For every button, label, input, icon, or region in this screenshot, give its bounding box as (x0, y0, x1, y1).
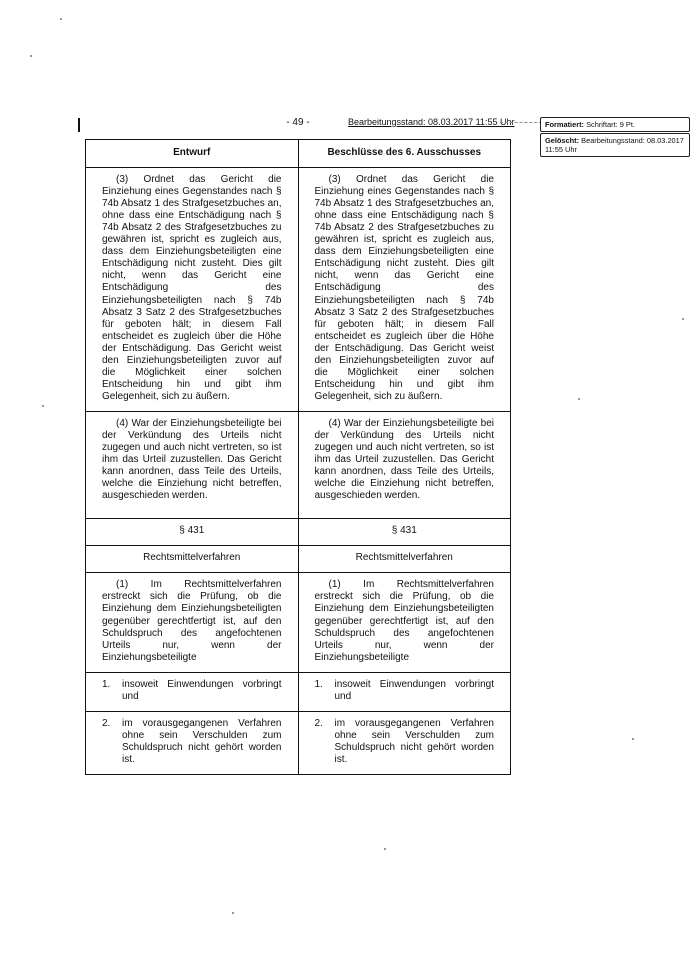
scan-speck (60, 18, 62, 20)
paragraph-1: (1) Im Rechtsmittelverfahren erstreckt sich die Prüfung, ob die Einziehung dem Einziehungsbeteiligten gegenüber gerechtfertigt ist, auf den Schuldspruch des angefochtenen Urteils nur, wenn der Einziehungsbeteiligte (102, 579, 282, 663)
section-number: § 431 (86, 519, 299, 546)
scan-speck (632, 738, 634, 740)
scan-speck (578, 398, 580, 400)
list-item-text: im vorausgegangenen Verfahren ohne sein Verschulden zum Schuldspruch nicht gehört worden ist. (334, 717, 494, 765)
list-item (102, 679, 282, 703)
status-text: Bearbeitungsstand: 08.03.2017 11:55 Uhr (348, 117, 515, 127)
table-row (86, 168, 511, 412)
list-item (315, 679, 495, 703)
table-row (86, 711, 511, 774)
list-item (315, 718, 495, 766)
list-item (102, 718, 282, 766)
page-number: - 49 - (286, 117, 310, 128)
paragraph-3: (3) Ordnet das Gericht die Einziehung eines Gegenstandes nach § 74b Absatz 1 des Strafgesetzbuches an, ohne dass eine Entschädigung nach § 74b Absatz 2 des Strafgesetzbuches zu gewähren ist, spricht es zugleich aus, dass dem Einziehungsbeteiligten eine Entschädigung nicht zusteht. Dies gilt nicht, wenn das Gericht eine Entschädigung des Einziehungsbeteiligten nach § 74b Absatz 3 Satz 2 des Strafgesetzbuches für geboten hält; in diesem Fall entscheidet es zugleich über die Höhe der Entschädigung. Das Gericht weist den Einziehungsbeteiligten zuvor auf die Möglichkeit einer solchen Entscheidung hin und gibt ihm Gelegenheit, sich zu äußern. (314, 174, 494, 402)
table-row (86, 546, 511, 573)
list-item-text: insoweit Einwendungen vorbringt und (334, 678, 494, 702)
paragraph-3: (3) Ordnet das Gericht die Einziehung eines Gegenstandes nach § 74b Absatz 1 des Strafgesetzbuches an, ohne dass eine Entschädigung nach § 74b Absatz 2 des Strafgesetzbuches zu gewähren ist, spricht es zugleich aus, dass dem Einziehungsbeteiligten eine Entschädigung nicht zusteht. Dies gilt nicht, wenn das Gericht eine Entschädigung des Einziehungsbeteiligten nach § 74b Absatz 3 Satz 2 des Strafgesetzbuches für geboten hält; in diesem Fall entscheidet es zugleich über die Höhe der Entschädigung. Das Gericht weist den Einziehungsbeteiligten zuvor auf die Möglichkeit einer solchen Entscheidung hin und gibt ihm Gelegenheit, sich zu äußern. (102, 174, 282, 402)
table-row (86, 411, 511, 518)
list-item-number: 1. (314, 678, 323, 690)
section-title: Rechtsmittelverfahren (298, 546, 511, 573)
scan-speck (384, 848, 386, 850)
list-item-text: im vorausgegangenen Verfahren ohne sein Verschulden zum Schuldspruch nicht gehört worden ist. (122, 717, 282, 765)
scan-speck (30, 55, 32, 57)
table-row (86, 672, 511, 711)
comment-label: Gelöscht: (545, 136, 580, 145)
table-header-row (86, 140, 511, 168)
table-row (86, 573, 511, 672)
table-row (86, 519, 511, 546)
list-item-number: 1. (102, 678, 111, 690)
comment-label: Formatiert: (545, 120, 585, 129)
list-item-number: 2. (314, 717, 323, 729)
section-number: § 431 (298, 519, 511, 546)
comment-text: Schriftart: 9 Pt. (586, 120, 635, 129)
column-header-beschluesse: Beschlüsse des 6. Ausschusses (298, 140, 511, 168)
comment-connector (500, 122, 542, 123)
section-title: Rechtsmittelverfahren (86, 546, 299, 573)
paragraph-4: (4) War der Einziehungsbeteiligte bei der Verkündung des Urteils nicht zugegen und auch nicht vertreten, so ist ihm das Urteil zuzustellen. Das Gericht kann anordnen, dass Teile des Urteils, welche die Einziehung nicht betreffen, ausgeschieden werden. (102, 417, 282, 502)
list-item-text: insoweit Einwendungen vorbringt und (122, 678, 282, 702)
column-header-entwurf: Entwurf (86, 140, 299, 168)
comment-text: Bearbeitungsstand: 08.03.2017 11:55 Uhr (545, 136, 684, 154)
comment-formatted[interactable] (540, 117, 690, 132)
list-item-number: 2. (102, 717, 111, 729)
paragraph-1: (1) Im Rechtsmittelverfahren erstreckt sich die Prüfung, ob die Einziehung dem Einziehungsbeteiligten gegenüber gerechtfertigt ist, auf den Schuldspruch des angefochtenen Urteils nur, wenn der Einziehungsbeteiligte (314, 579, 494, 663)
comment-deleted[interactable] (540, 133, 690, 157)
scan-speck (42, 405, 44, 407)
paragraph-4: (4) War der Einziehungsbeteiligte bei der Verkündung des Urteils nicht zugegen und auch nicht vertreten, so ist ihm das Urteil zuzustellen. Das Gericht kann anordnen, dass Teile des Urteils, welche die Einziehung nicht betreffen, ausgeschieden werden. (314, 417, 494, 502)
scan-speck (682, 318, 684, 320)
scan-speck (232, 912, 234, 914)
synopsis-table (85, 139, 511, 775)
